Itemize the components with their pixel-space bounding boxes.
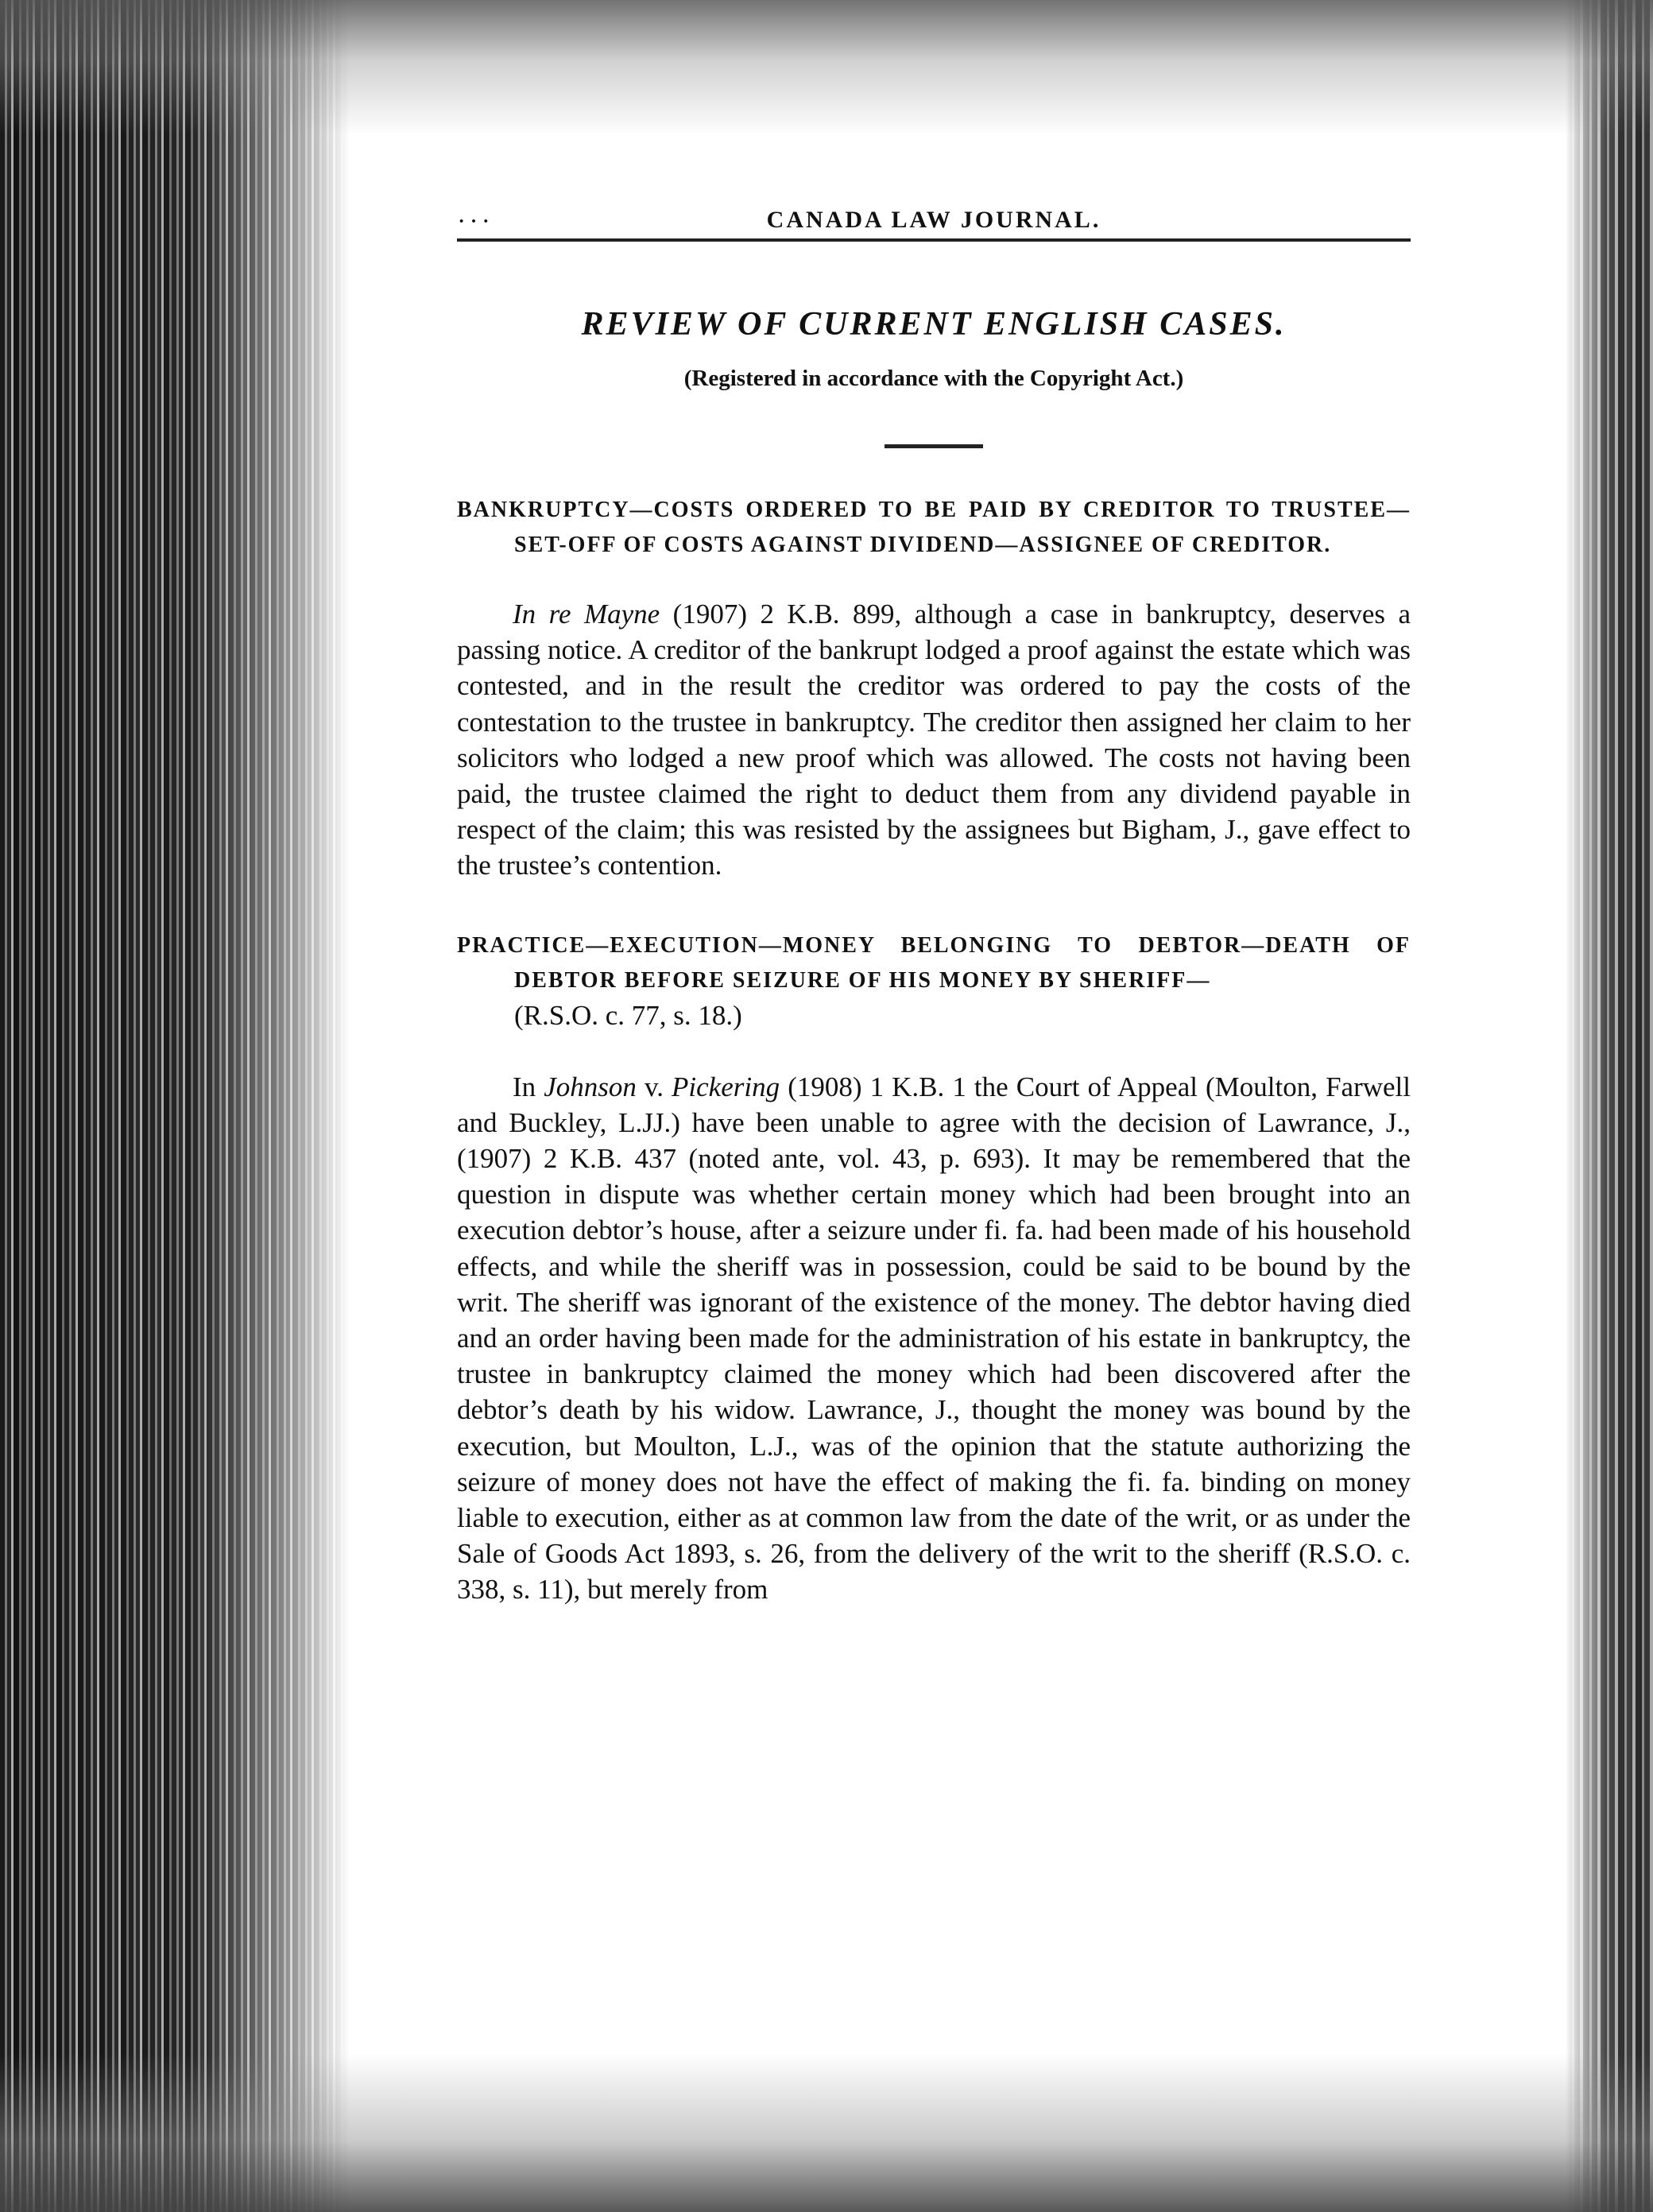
scan-edge-right xyxy=(1566,0,1653,2212)
case-name: In re Mayne xyxy=(513,599,660,630)
journal-title: CANADA LAW JOURNAL. xyxy=(766,207,1101,233)
binding-shadow-left xyxy=(0,0,350,2212)
case-heading-practice xyxy=(457,928,1411,1036)
scan-edge-top xyxy=(0,0,1653,135)
copyright-note: (Registered in accordance with the Copyright Act.) xyxy=(683,366,1184,391)
journal-page xyxy=(457,191,1411,1636)
case-body-lead: In xyxy=(513,1071,544,1102)
case-heading-text: PRACTICE—EXECUTION—MONEY BELONGING TO DEBTOR—DEATH OF DEBTOR BEFORE SEIZURE OF HIS MONEY BY SHERIFF— xyxy=(457,932,1411,993)
party-name: Pickering xyxy=(672,1071,780,1102)
versus: v. xyxy=(636,1071,672,1102)
section-title: REVIEW OF CURRENT ENGLISH CASES. xyxy=(581,306,1287,343)
statute-reference: (R.S.O. c. 77, s. 18.) xyxy=(514,999,742,1031)
party-name: Johnson xyxy=(544,1071,637,1102)
case-body-bankruptcy xyxy=(457,596,1411,884)
case-body-text: (1907) 2 K.B. 899, although a case in bankruptcy, deserves a passing notice. A creditor of the bankrupt lodged a proof against the estate which was contested, and in the result the creditor was ordered to pay the costs of the contestation to the trustee in bankruptcy. The creditor then assigned her claim to her solicitors who lodged a new proof which was allowed. The costs not having been paid, the trustee claimed the right to deduct them from any dividend payable in respect of the claim; this was resisted by the assignees but Bigham, J., gave effect to the trustee’s contention. xyxy=(457,599,1411,881)
case-heading-text: BANKRUPTCY—COSTS ORDERED TO BE PAID BY CREDITOR TO TRUSTEE—SET-OFF OF COSTS AGAINST DIVIDEND—ASSIGNEE OF CREDITOR. xyxy=(457,498,1411,557)
page-folio: ··· xyxy=(457,207,494,236)
case-body-text: (1908) 1 K.B. 1 the Court of Appeal (Moulton, Farwell and Buckley, L.JJ.) have been unable to agree with the decision of Lawrance, J., (1907) 2 K.B. 437 (noted ante, vol. 43, p. 693). It may be remembered that the question in dispute was whether certain money which had been brought into an execution debtor’s house, after a seizure under fi. fa. had been made of his household effects, and while the sheriff was in possession, could be said to be bound by the writ. The sheriff was ignorant of the existence of the money. The debtor having died and an order having been made for the administration of his estate in bankruptcy, the trustee in bankruptcy claimed the money which had been discovered after the debtor’s death by his widow. Lawrance, J., thought the money was bound by the execution, but Moulton, L.J., was of the opinion that the statute authorizing the seizure of money does not have the effect of making the fi. fa. binding on money liable to execution, either as at common law from the date of the writ, or as under the Sale of Goods Act 1893, s. 26, from the delivery of the writ to the sheriff (R.S.O. c. 338, s. 11), but merely from xyxy=(457,1071,1411,1606)
case-heading-bankruptcy xyxy=(457,493,1411,563)
case-body-practice xyxy=(457,1069,1411,1608)
scan-edge-bottom xyxy=(0,2053,1653,2212)
running-head xyxy=(457,191,1411,242)
section-divider xyxy=(885,444,983,448)
